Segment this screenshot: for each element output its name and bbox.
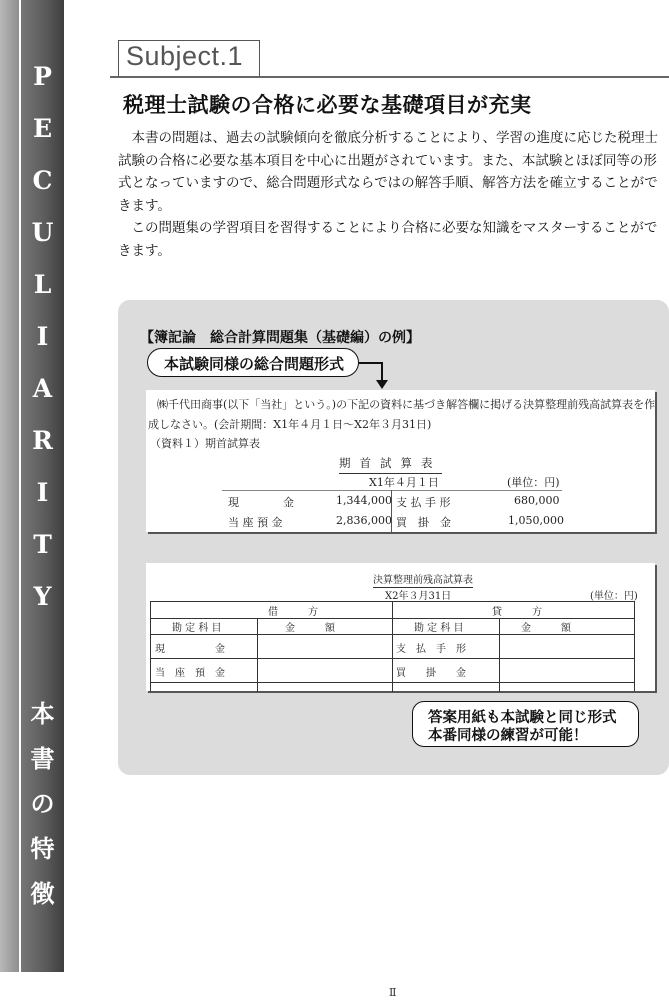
debit-account: 現 金 bbox=[155, 644, 225, 655]
spine-letter: U bbox=[31, 218, 54, 247]
table-rule bbox=[222, 490, 562, 491]
header-rule bbox=[110, 76, 669, 78]
debit-header: 借 方 bbox=[268, 607, 318, 618]
spine-kanji-char: 徴 bbox=[30, 880, 55, 908]
opening-trial-balance-unit: (単位：円) bbox=[507, 476, 560, 489]
account-subheader: 勘 定 科 目 bbox=[414, 623, 464, 634]
page-number: Ⅱ bbox=[389, 986, 397, 999]
spine-outer-band bbox=[0, 0, 19, 972]
answer-sheet-title: 決算整理前残高試算表 bbox=[373, 571, 473, 588]
account-subheader: 勘 定 科 目 bbox=[172, 623, 222, 634]
question-line: ㈱千代田商事(以下「当社」という。)の下記の資料に基づき解答欄に掲げる決算整理前残高試算表を作 bbox=[157, 398, 656, 411]
credit-account: 買 掛 金 bbox=[396, 516, 451, 529]
answer-sheet-unit: (単位：円) bbox=[590, 591, 638, 602]
answer-sheet-date: X2年３月31日 bbox=[385, 591, 452, 602]
spine-kanji-char: の bbox=[30, 790, 55, 818]
credit-account: 買 掛 金 bbox=[396, 668, 466, 679]
subject-label: Subject.1 bbox=[126, 41, 244, 71]
credit-amount: 680,000 bbox=[514, 494, 560, 507]
callout-exam-format-label: 本試験同様の総合問題形式 bbox=[164, 355, 345, 373]
arrow-down-icon bbox=[376, 380, 388, 389]
credit-header: 貸 方 bbox=[492, 607, 542, 618]
credit-account: 支 払 手 形 bbox=[396, 644, 466, 655]
amount-subheader: 金 額 bbox=[285, 623, 335, 634]
opening-trial-balance-title: 期首試算表 bbox=[339, 455, 442, 474]
spine-letter: I bbox=[36, 478, 49, 507]
body-text bbox=[118, 127, 666, 262]
spine-peculiarity-letters bbox=[21, 62, 64, 634]
spine-letter: A bbox=[32, 374, 53, 403]
material-label: （資料１）期首試算表 bbox=[150, 437, 260, 450]
debit-account: 現 金 bbox=[228, 496, 294, 509]
connector-line bbox=[381, 362, 383, 382]
credit-amount: 1,050,000 bbox=[508, 514, 564, 527]
spine-kanji-char: 特 bbox=[30, 835, 55, 863]
question-line: 成しなさい。(会計期間：X1年４月１日～X2年３月31日) bbox=[148, 418, 432, 431]
spine-letter: T bbox=[33, 530, 52, 559]
page-headline: 税理士試験の合格に必要な基礎項目が充実 bbox=[123, 93, 532, 117]
spine-book-features-label bbox=[21, 700, 64, 925]
callout-answer-sheet-line: 答案用紙も本試験と同じ形式 bbox=[428, 710, 617, 726]
example-title: 【簿記論 総合計算問題集（基礎編）の例】 bbox=[140, 330, 420, 346]
body-paragraph: 本書の問題は、過去の試験傾向を徹底分析することにより、学習の進度に応じた税理士試験の合格に必要な基本項目を中心に出題がされています。また、本試験とほぼ同等の形式となっていますので、総合問題形式ならではの解答手順、解答方法を確立することができます。 bbox=[118, 130, 658, 214]
opening-trial-balance-date: X1年４月１日 bbox=[369, 476, 439, 489]
credit-account: 支 払 手 形 bbox=[396, 496, 451, 509]
spine-letter: E bbox=[32, 114, 53, 143]
spine-letter: Y bbox=[33, 582, 52, 611]
debit-amount: 1,344,000 bbox=[336, 494, 392, 507]
debit-amount: 2,836,000 bbox=[336, 514, 392, 527]
spine-kanji-char: 本 bbox=[30, 700, 55, 728]
spine-letter: L bbox=[33, 270, 52, 299]
debit-account: 当 座 預 金 bbox=[155, 668, 225, 679]
spine-letter: P bbox=[33, 62, 52, 91]
callout-answer-sheet-line: 本番同様の練習が可能！ bbox=[428, 728, 588, 744]
spine-letter: I bbox=[36, 322, 49, 351]
spine-letter: R bbox=[32, 426, 53, 455]
spine-kanji-char: 書 bbox=[30, 745, 55, 773]
debit-account: 当 座 預 金 bbox=[228, 516, 283, 529]
body-paragraph: この問題集の学習項目を習得することにより合格に必要な知識をマスターすることができます。 bbox=[118, 220, 658, 259]
connector-line bbox=[359, 362, 382, 364]
spine-letter: C bbox=[32, 166, 53, 195]
amount-subheader: 金 額 bbox=[521, 623, 571, 634]
